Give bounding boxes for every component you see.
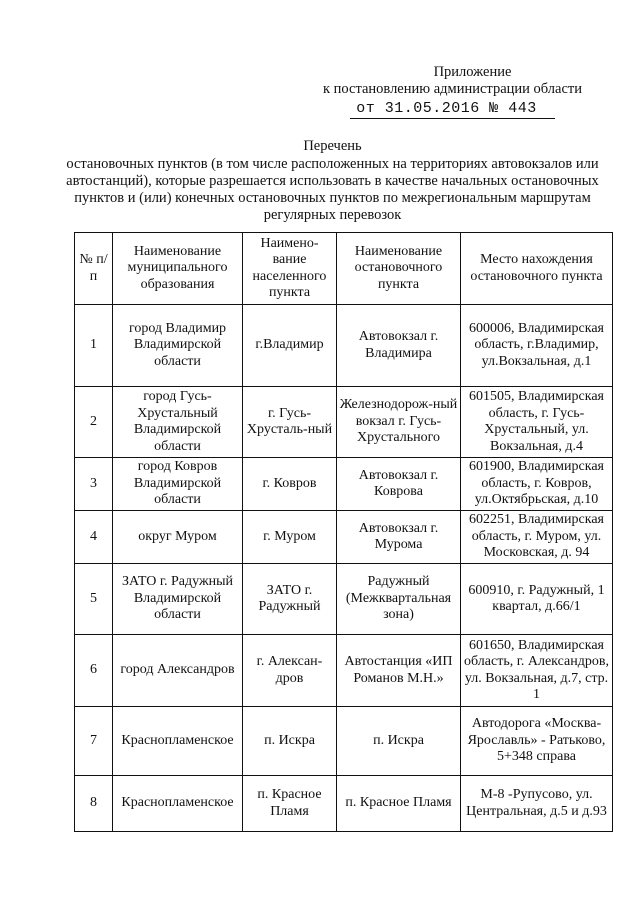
document-title-block bbox=[60, 138, 605, 224]
cell-stop-name: Радужный (Межквартальная зона) bbox=[337, 564, 461, 635]
table-row bbox=[75, 707, 613, 776]
cell-settlement: п. Красное Пламя bbox=[243, 776, 337, 832]
cell-municipality: округ Муром bbox=[113, 511, 243, 564]
cell-stop-name: п. Искра bbox=[337, 707, 461, 776]
cell-municipality: город Гусь-Хрустальный Владимирской области bbox=[113, 387, 243, 458]
cell-municipality: Краснопламенское bbox=[113, 707, 243, 776]
cell-location: Автодорога «Москва-Ярославль» - Ратьково, 5+348 справа bbox=[461, 707, 613, 776]
document-heading: Перечень bbox=[303, 138, 362, 154]
cell-location: М-8 -Рупусово, ул. Центральная, д.5 и д.93 bbox=[461, 776, 613, 832]
cell-stop-name: Железнодорож-ный вокзал г. Гусь-Хрустального bbox=[337, 387, 461, 458]
cell-settlement: г. Муром bbox=[243, 511, 337, 564]
cell-stop-name: Автовокзал г. Коврова bbox=[337, 458, 461, 511]
table-row bbox=[75, 776, 613, 832]
stops-table bbox=[74, 232, 613, 832]
cell-municipality: город Ковров Владимирской области bbox=[113, 458, 243, 511]
cell-location: 600910, г. Радужный, 1 квартал, д.66/1 bbox=[461, 564, 613, 635]
cell-number: 5 bbox=[75, 564, 113, 635]
cell-location: 601505, Владимирская область, г. Гусь-Хрустальный, ул. Вокзальная, д.4 bbox=[461, 387, 613, 458]
cell-municipality: ЗАТО г. Радужный Владимирской области bbox=[113, 564, 243, 635]
table-row bbox=[75, 635, 613, 707]
cell-number: 4 bbox=[75, 511, 113, 564]
cell-stop-name: Автовокзал г. Владимира bbox=[337, 305, 461, 387]
decree-reference: от 31.05.2016 № 443 bbox=[350, 100, 555, 119]
appendix-block bbox=[300, 64, 605, 119]
cell-municipality: город Владимир Владимирской области bbox=[113, 305, 243, 387]
cell-location: 600006, Владимирская область, г.Владимир, ул.Вокзальная, д.1 bbox=[461, 305, 613, 387]
header-settlement: Наимено-вание населенного пункта bbox=[243, 233, 337, 305]
cell-number: 3 bbox=[75, 458, 113, 511]
table-header-row bbox=[75, 233, 613, 305]
table-row bbox=[75, 511, 613, 564]
document-subheading: остановочных пунктов (в том числе расположенных на территориях автовокзалов или автостанций), которые разрешается использовать в качестве начальных остановочных пунктов и (или) конечных остановочных пунктов по межрегиональным маршрутам регулярных перевозок bbox=[66, 156, 599, 223]
header-location: Место нахождения остановочного пункта bbox=[461, 233, 613, 305]
cell-stop-name: Автовокзал г. Мурома bbox=[337, 511, 461, 564]
appendix-title: Приложение bbox=[433, 64, 512, 80]
cell-municipality: город Александров bbox=[113, 635, 243, 707]
header-stop-name: Наименование остановочного пункта bbox=[337, 233, 461, 305]
header-number: № п/п bbox=[75, 233, 113, 305]
cell-location: 602251, Владимирская область, г. Муром, ул. Московская, д. 94 bbox=[461, 511, 613, 564]
header-municipality: Наименование муниципального образования bbox=[113, 233, 243, 305]
cell-number: 1 bbox=[75, 305, 113, 387]
cell-number: 8 bbox=[75, 776, 113, 832]
cell-stop-name: Автостанция «ИП Романов М.Н.» bbox=[337, 635, 461, 707]
cell-settlement: ЗАТО г. Радужный bbox=[243, 564, 337, 635]
cell-number: 7 bbox=[75, 707, 113, 776]
cell-location: 601650, Владимирская область, г. Александров, ул. Вокзальная, д.7, стр. 1 bbox=[461, 635, 613, 707]
cell-number: 6 bbox=[75, 635, 113, 707]
table-row bbox=[75, 564, 613, 635]
table-row bbox=[75, 305, 613, 387]
cell-municipality: Краснопламенское bbox=[113, 776, 243, 832]
table-row bbox=[75, 458, 613, 511]
cell-number: 2 bbox=[75, 387, 113, 458]
cell-settlement: г. Ковров bbox=[243, 458, 337, 511]
cell-location: 601900, Владимирская область, г. Ковров, ул.Октябрьская, д.10 bbox=[461, 458, 613, 511]
table-row bbox=[75, 387, 613, 458]
cell-settlement: г. Алексан-дров bbox=[243, 635, 337, 707]
cell-settlement: п. Искра bbox=[243, 707, 337, 776]
cell-settlement: г. Гусь-Хрусталь-ный bbox=[243, 387, 337, 458]
cell-settlement: г.Владимир bbox=[243, 305, 337, 387]
cell-stop-name: п. Красное Пламя bbox=[337, 776, 461, 832]
appendix-subtitle: к постановлению администрации области bbox=[322, 81, 583, 97]
